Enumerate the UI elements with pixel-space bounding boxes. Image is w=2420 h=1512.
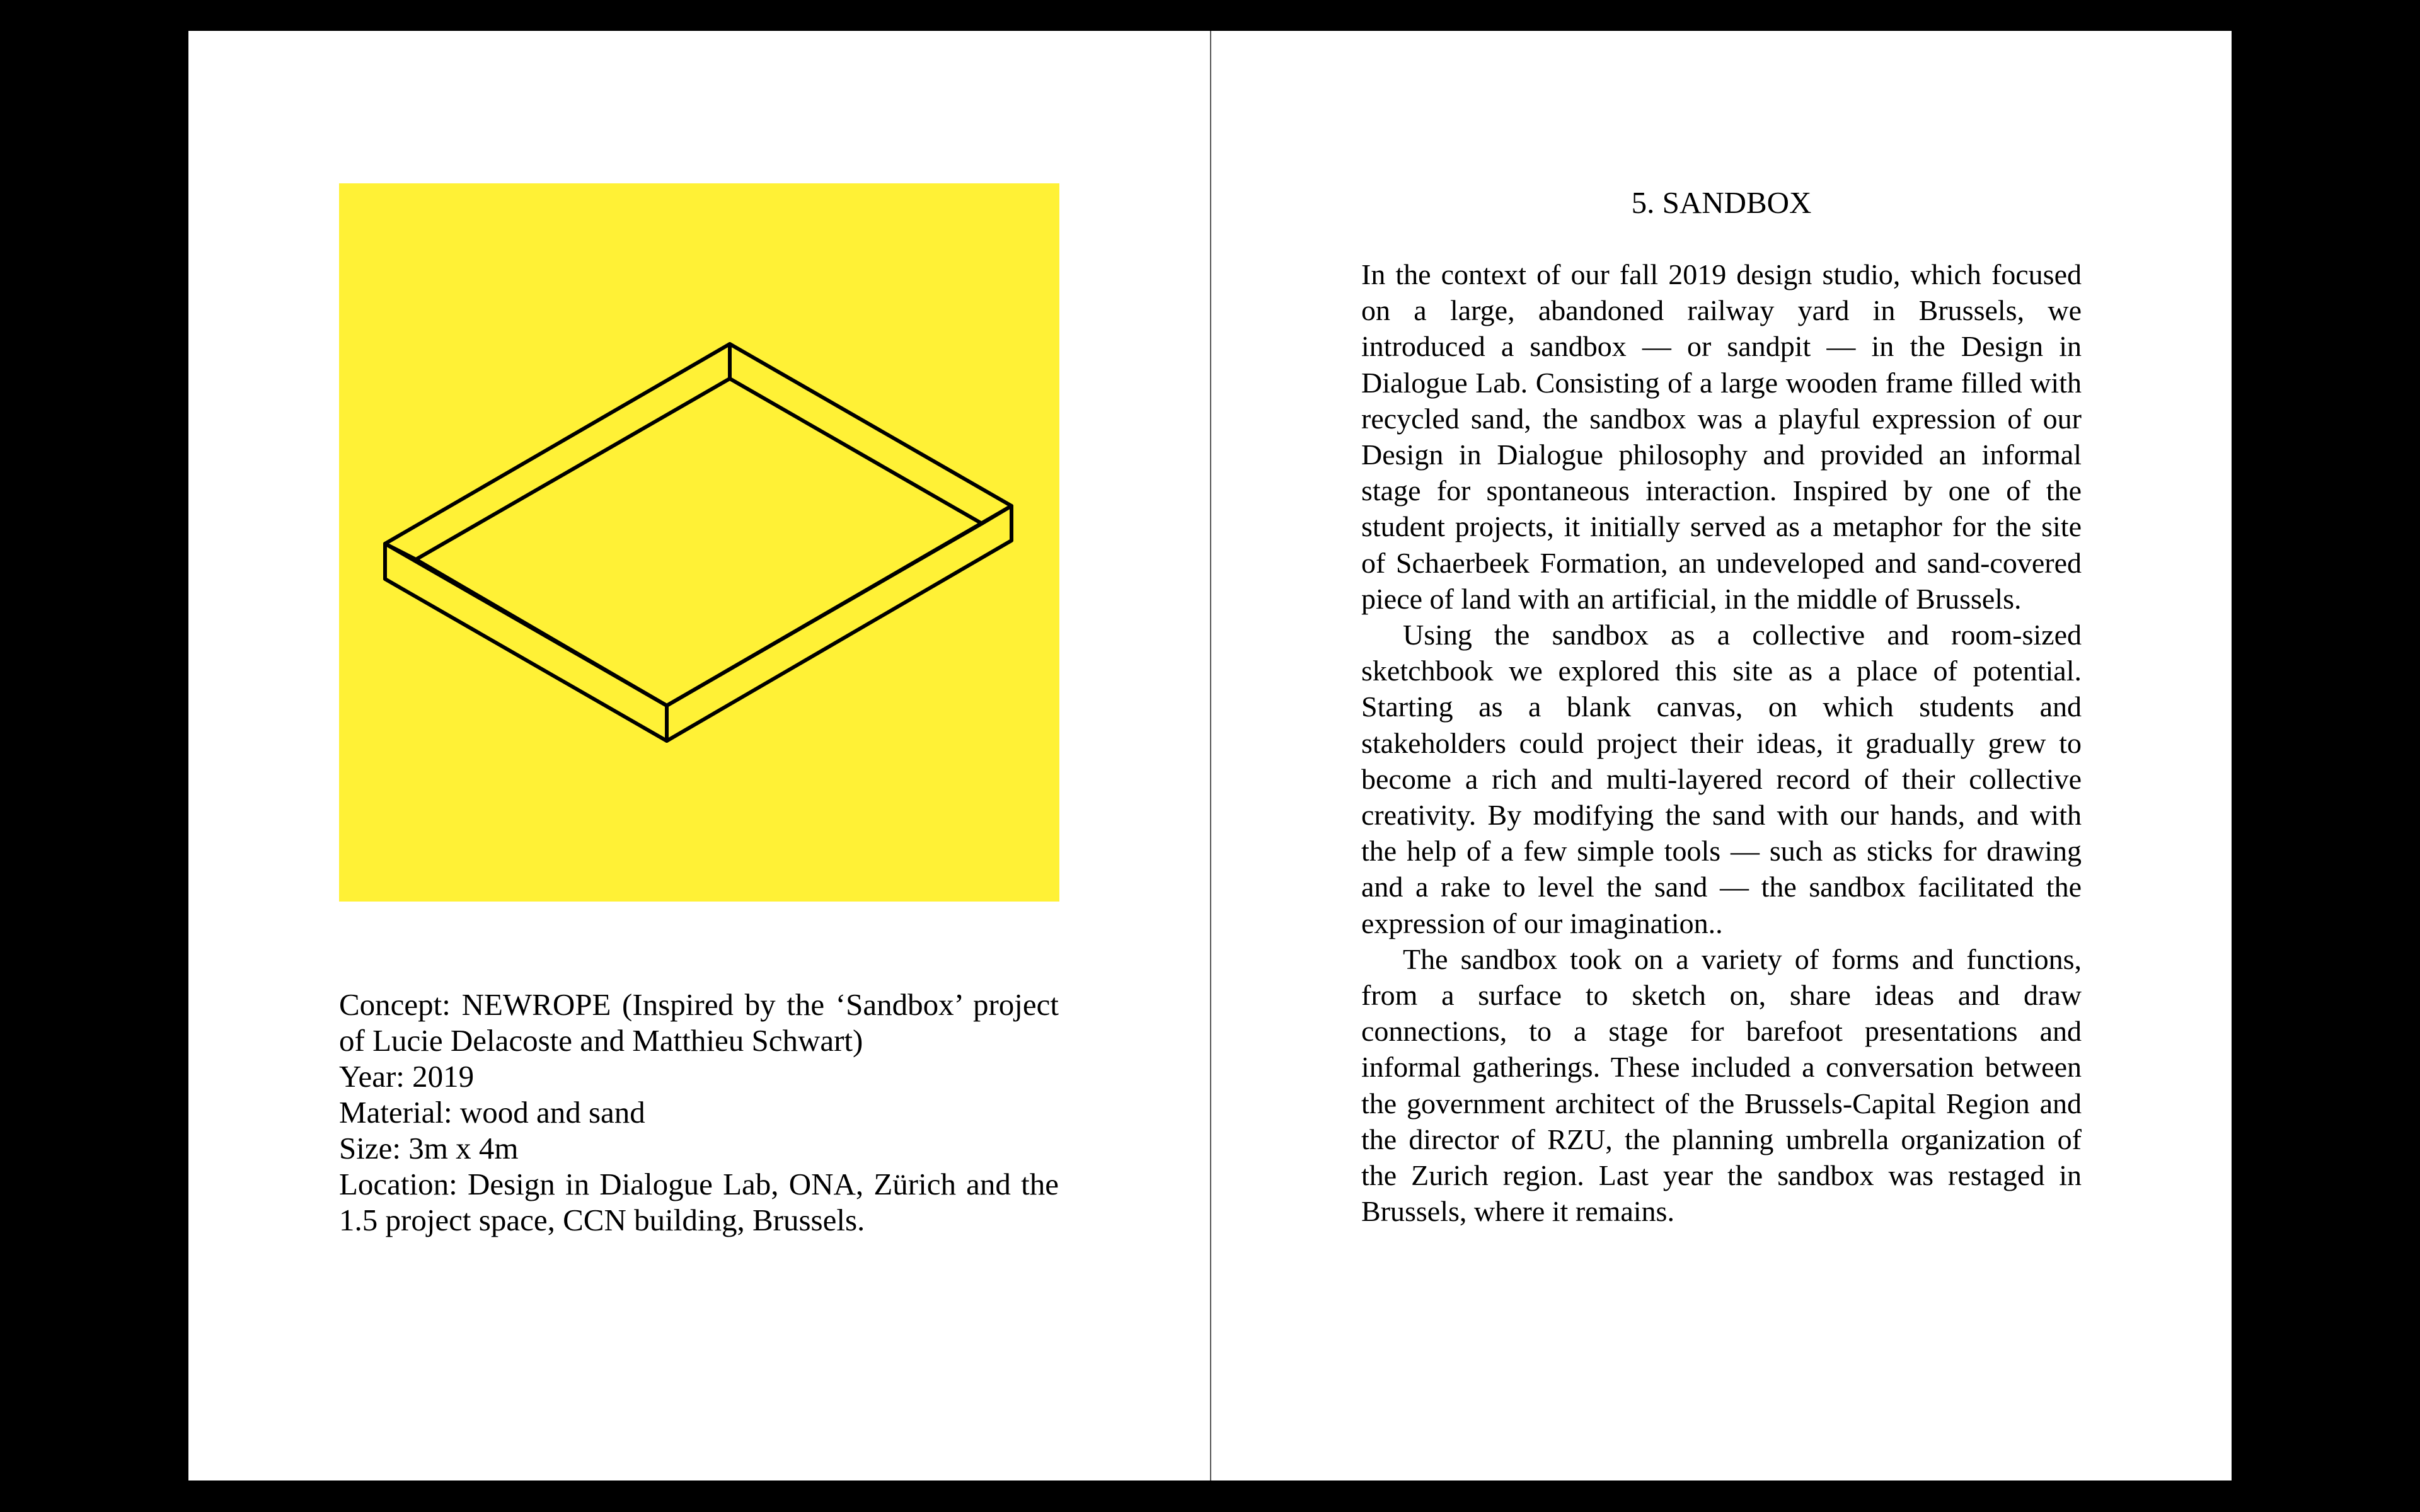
page-title: 5. SANDBOX [1631,185,1812,220]
caption-size: Size: 3m x 4m [339,1131,519,1166]
sandbox-inner-rim [667,379,982,706]
caption-location: Location: Design in Dialogue Lab, ONA, Zürich and the 1.5 project space, CCN building, Brussels. [339,1167,1059,1237]
paragraph-3: The sandbox took on a variety of forms and functions, from a surface to sketch on, share ideas and draw connections, to a stage for barefoot presentations and informal gatherings. These included a conversation between the government architect of the Brussels-Capital Region and the director of RZU, the planning umbrella organization of the Zurich region. Last year the sandbox was restaged in Brussels, where it remains. [1361,942,2082,1228]
sandbox-isometric-icon [339,183,1059,902]
caption-year: Year: 2019 [339,1059,475,1094]
caption-material: Material: wood and sand [339,1095,645,1130]
paragraph-2: Using the sandbox as a collective and room-sized sketchbook we explored this site as a place of potential. Starting as a blank canvas, on which students and stakeholders could project their ideas, it gradually grew to become a rich and multi-layered record of their collective creativity. By modifying the sand with our hands, and with the help of a few simple tools — such as sticks for drawing and a rake to level the sand — the sandbox facilitated the expression of our imagination.. [1361,619,2082,939]
page-gutter-divider [1210,31,1211,1480]
caption-concept: Concept: NEWROPE (Inspired by the ‘Sandbox’ project of Lucie Delacoste and Matthieu Schwart) [339,987,1059,1058]
sandbox-illustration [339,183,1059,902]
sandbox-outer-wall [385,506,1011,741]
article-body [1361,256,2082,1229]
paragraph-1: In the context of our fall 2019 design studio, which focused on a large, abandoned railway yard in Brussels, we introduced a sandbox — or sandpit — in the Design in Dialogue Lab. Consisting of a large wooden frame filled with recycled sand, the sandbox was a playful expression of our Design in Dialogue philosophy and provided an informal stage for spontaneous interaction. Inspired by one of the student projects, it initially served as a metaphor for the site of Schaerbeek Formation, an undeveloped and sand-covered piece of land with an artificial, in the middle of Brussels. [1361,258,2082,615]
artwork-caption [339,987,1059,1238]
